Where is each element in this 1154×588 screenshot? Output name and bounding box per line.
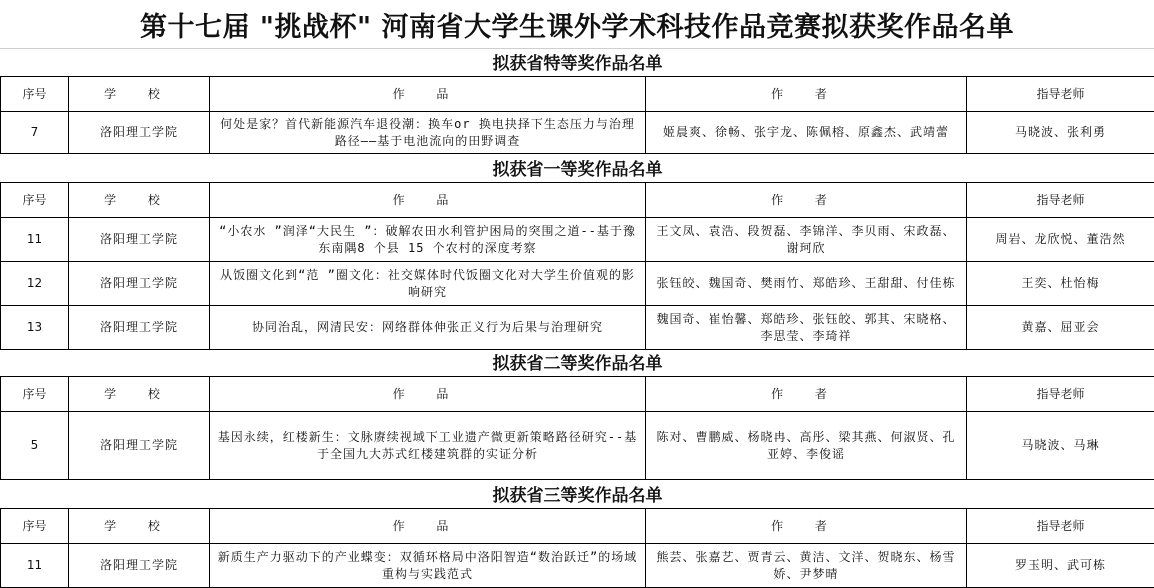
row-work: 基因永续，红楼新生：文脉赓续视域下工业遗产微更新策略路径研究--基于全国九大苏式红楼建筑群的实证分析 (210, 412, 646, 480)
table-row (1, 306, 1154, 350)
section-title: 拟获省一等奖作品名单 (1, 158, 1154, 183)
row-authors: 熊芸、张嘉艺、贾青云、黄洁、文洋、贺晓东、杨雪娇、尹梦晴 (646, 544, 967, 588)
row-work: 协同治乱，网清民安：网络群体伸张正义行为后果与治理研究 (210, 306, 646, 350)
section-title: 拟获省特等奖作品名单 (1, 52, 1154, 77)
row-authors: 姬晨爽、徐畅、张宇龙、陈佩榕、原鑫杰、武靖蕾 (646, 112, 967, 154)
table-row (1, 544, 1154, 588)
header-authors: 作 者 (646, 509, 967, 544)
row-work: 从饭圈文化到“范 ”圈文化：社交媒体时代饭圈文化对大学生价值观的影响研究 (210, 262, 646, 306)
header-no: 序号 (1, 377, 69, 412)
header-work: 作 品 (210, 183, 646, 218)
row-authors: 王文凤、袁浩、段贺磊、李锦洋、李贝雨、宋政磊、谢珂欣 (646, 218, 967, 262)
table-row (1, 412, 1154, 480)
section-special-prize (0, 52, 1154, 154)
table-row (1, 218, 1154, 262)
row-work: “小农水 ”润泽“大民生 ”：破解农田水利管护困局的突围之道--基于豫东南隅8 个县 15 个农村的深度考察 (210, 218, 646, 262)
row-no: 5 (1, 412, 69, 480)
row-no: 11 (1, 218, 69, 262)
header-school: 学 校 (69, 77, 210, 112)
header-authors: 作 者 (646, 183, 967, 218)
header-work: 作 品 (210, 77, 646, 112)
row-advisor: 黄嘉、屈亚会 (967, 306, 1154, 350)
row-authors: 魏国奇、崔怡馨、郑皓珍、张钰皎、郭其、宋晓格、李思莹、李琦祥 (646, 306, 967, 350)
header-work: 作 品 (210, 377, 646, 412)
header-school: 学 校 (69, 183, 210, 218)
section-third-prize (0, 484, 1154, 588)
section-first-prize (0, 158, 1154, 350)
row-authors: 张钰皎、魏国奇、樊雨竹、郑皓珍、王甜甜、付佳栋 (646, 262, 967, 306)
row-advisor: 周岩、龙欣悦、董浩然 (967, 218, 1154, 262)
row-no: 7 (1, 112, 69, 154)
row-school: 洛阳理工学院 (69, 306, 210, 350)
row-school: 洛阳理工学院 (69, 544, 210, 588)
row-advisor: 马晓波、张利勇 (967, 112, 1154, 154)
row-school: 洛阳理工学院 (69, 262, 210, 306)
table-row (1, 262, 1154, 306)
row-authors: 陈对、曹鹏威、杨晓冉、高彤、梁其燕、何淑贤、孔亚婷、李俊谣 (646, 412, 967, 480)
header-no: 序号 (1, 509, 69, 544)
row-work: 新质生产力驱动下的产业蝶变：双循环格局中洛阳智造“数治跃迁”的场域重构与实践范式 (210, 544, 646, 588)
row-school: 洛阳理工学院 (69, 412, 210, 480)
section-title: 拟获省二等奖作品名单 (1, 352, 1154, 377)
table-row (1, 112, 1154, 154)
header-school: 学 校 (69, 377, 210, 412)
row-work: 何处是家？首代新能源汽车退役潮：换车or 换电抉择下生态压力与治理路径——基于电池流向的田野调查 (210, 112, 646, 154)
header-no: 序号 (1, 183, 69, 218)
row-no: 11 (1, 544, 69, 588)
row-no: 13 (1, 306, 69, 350)
row-school: 洛阳理工学院 (69, 218, 210, 262)
section-second-prize (0, 352, 1154, 480)
title-divider (0, 48, 1154, 49)
row-advisor: 马晓波、马琳 (967, 412, 1154, 480)
row-school: 洛阳理工学院 (69, 112, 210, 154)
header-advisor: 指导老师 (967, 77, 1154, 112)
row-advisor: 罗玉明、武可栋 (967, 544, 1154, 588)
header-authors: 作 者 (646, 77, 967, 112)
document-title: 第十七届 "挑战杯" 河南省大学生课外学术科技作品竞赛拟获奖作品名单 (0, 0, 1154, 48)
header-work: 作 品 (210, 509, 646, 544)
header-advisor: 指导老师 (967, 509, 1154, 544)
section-title: 拟获省三等奖作品名单 (1, 484, 1154, 509)
row-no: 12 (1, 262, 69, 306)
header-authors: 作 者 (646, 377, 967, 412)
header-school: 学 校 (69, 509, 210, 544)
row-advisor: 王奕、杜怡梅 (967, 262, 1154, 306)
header-advisor: 指导老师 (967, 377, 1154, 412)
header-no: 序号 (1, 77, 69, 112)
header-advisor: 指导老师 (967, 183, 1154, 218)
